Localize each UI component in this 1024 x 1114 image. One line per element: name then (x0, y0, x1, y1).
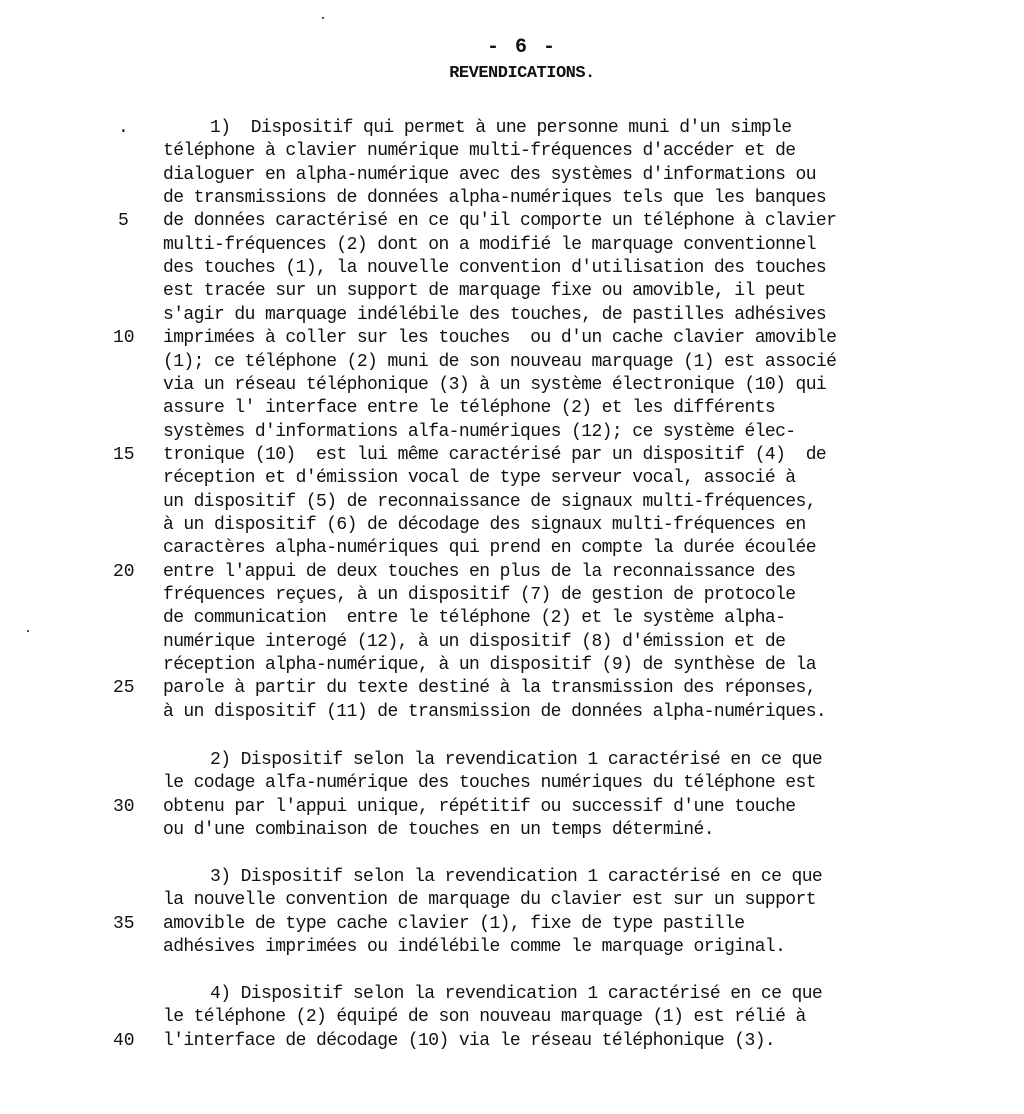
claim-line: téléphone à clavier numérique multi-fréquences d'accéder et de (163, 141, 796, 162)
page-heading: REVENDICATIONS. (449, 64, 595, 83)
claim-line: de communication entre le téléphone (2) et le système alpha- (163, 608, 786, 629)
claim-line: (1); ce téléphone (2) muni de son nouveau marquage (1) est associé (163, 351, 837, 372)
claim-line: multi-fréquences (2) dont on a modifié le marquage conventionnel (163, 234, 816, 255)
claim-line: amovible de type cache clavier (1), fixe de type pastille (163, 913, 745, 934)
claim-line: de données caractérisé en ce qu'il comporte un téléphone à clavier (163, 211, 837, 232)
margin-line-number: 30 (113, 796, 135, 817)
page-number: - 6 - (486, 36, 557, 59)
scan-speck (322, 17, 324, 19)
margin-line-number: 25 (113, 678, 135, 699)
claim-line: l'interface de décodage (10) via le réseau téléphonique (3). (163, 1030, 776, 1051)
scan-speck (27, 630, 29, 632)
claim-line: via un réseau téléphonique (3) à un système électronique (10) qui (163, 374, 827, 395)
claim-line: assure l' interface entre le téléphone (2) et les différents (163, 398, 776, 419)
margin-line-number: 10 (113, 328, 135, 349)
claim-line: tronique (10) est lui même caractérisé par un dispositif (4) de (163, 444, 827, 465)
claim-line: 2) Dispositif selon la revendication 1 caractérisé en ce que (210, 750, 823, 770)
claim-line: un dispositif (5) de reconnaissance de signaux multi-fréquences, (163, 491, 816, 512)
claim-line: réception alpha-numérique, à un dispositif (9) de synthèse de la (163, 655, 816, 676)
claim-line: numérique interogé (12), à un dispositif (8) d'émission et de (163, 631, 786, 652)
claim-line: obtenu par l'appui unique, répétitif ou successif d'une touche (163, 796, 796, 817)
claim-line: de transmissions de données alpha-numériques tels que les banques (163, 188, 827, 209)
margin-bullet: . (118, 118, 129, 138)
margin-line-number: 5 (118, 211, 129, 232)
claim-line: 4) Dispositif selon la revendication 1 caractérisé en ce que (210, 984, 823, 1004)
claim-line: parole à partir du texte destiné à la transmission des réponses, (163, 678, 816, 699)
claim-line: entre l'appui de deux touches en plus de la reconnaissance des (163, 561, 796, 582)
claim-line: le codage alfa-numérique des touches numériques du téléphone est (163, 773, 816, 794)
claim-line: dialoguer en alpha-numérique avec des systèmes d'informations ou (163, 164, 816, 185)
claim-line: caractères alpha-numériques qui prend en compte la durée écoulée (163, 538, 816, 559)
claim-line: à un dispositif (11) de transmission de données alpha-numériques. (163, 701, 827, 722)
claim-line: s'agir du marquage indélébile des touches, de pastilles adhésives (163, 304, 827, 325)
margin-line-number: 35 (113, 913, 135, 934)
claim-line: fréquences reçues, à un dispositif (7) de gestion de protocole (163, 585, 796, 605)
claim-line: à un dispositif (6) de décodage des signaux multi-fréquences en (163, 514, 806, 535)
claim-line: est tracée sur un support de marquage fixe ou amovible, il peut (163, 281, 806, 302)
claim-line: adhésives imprimées ou indélébile comme le marquage original. (163, 937, 786, 958)
claim-line: imprimées à coller sur les touches ou d'un cache clavier amovible (163, 328, 837, 349)
claim-line: ou d'une combinaison de touches en un temps déterminé. (163, 820, 714, 841)
margin-line-number: 40 (113, 1030, 135, 1051)
claim-line: des touches (1), la nouvelle convention d'utilisation des touches (163, 258, 827, 279)
claim-line: la nouvelle convention de marquage du clavier est sur un support (163, 890, 816, 911)
claim-line: 1) Dispositif qui permet à une personne muni d'un simple (210, 118, 792, 138)
claim-line: systèmes d'informations alfa-numériques (12); ce système élec- (163, 421, 796, 442)
margin-line-number: 15 (113, 444, 135, 465)
margin-line-number: 20 (113, 561, 135, 582)
claim-line: le téléphone (2) équipé de son nouveau marquage (1) est rélié à (163, 1007, 806, 1028)
claim-line: 3) Dispositif selon la revendication 1 caractérisé en ce que (210, 867, 823, 887)
claim-line: réception et d'émission vocal de type serveur vocal, associé à (163, 468, 796, 489)
